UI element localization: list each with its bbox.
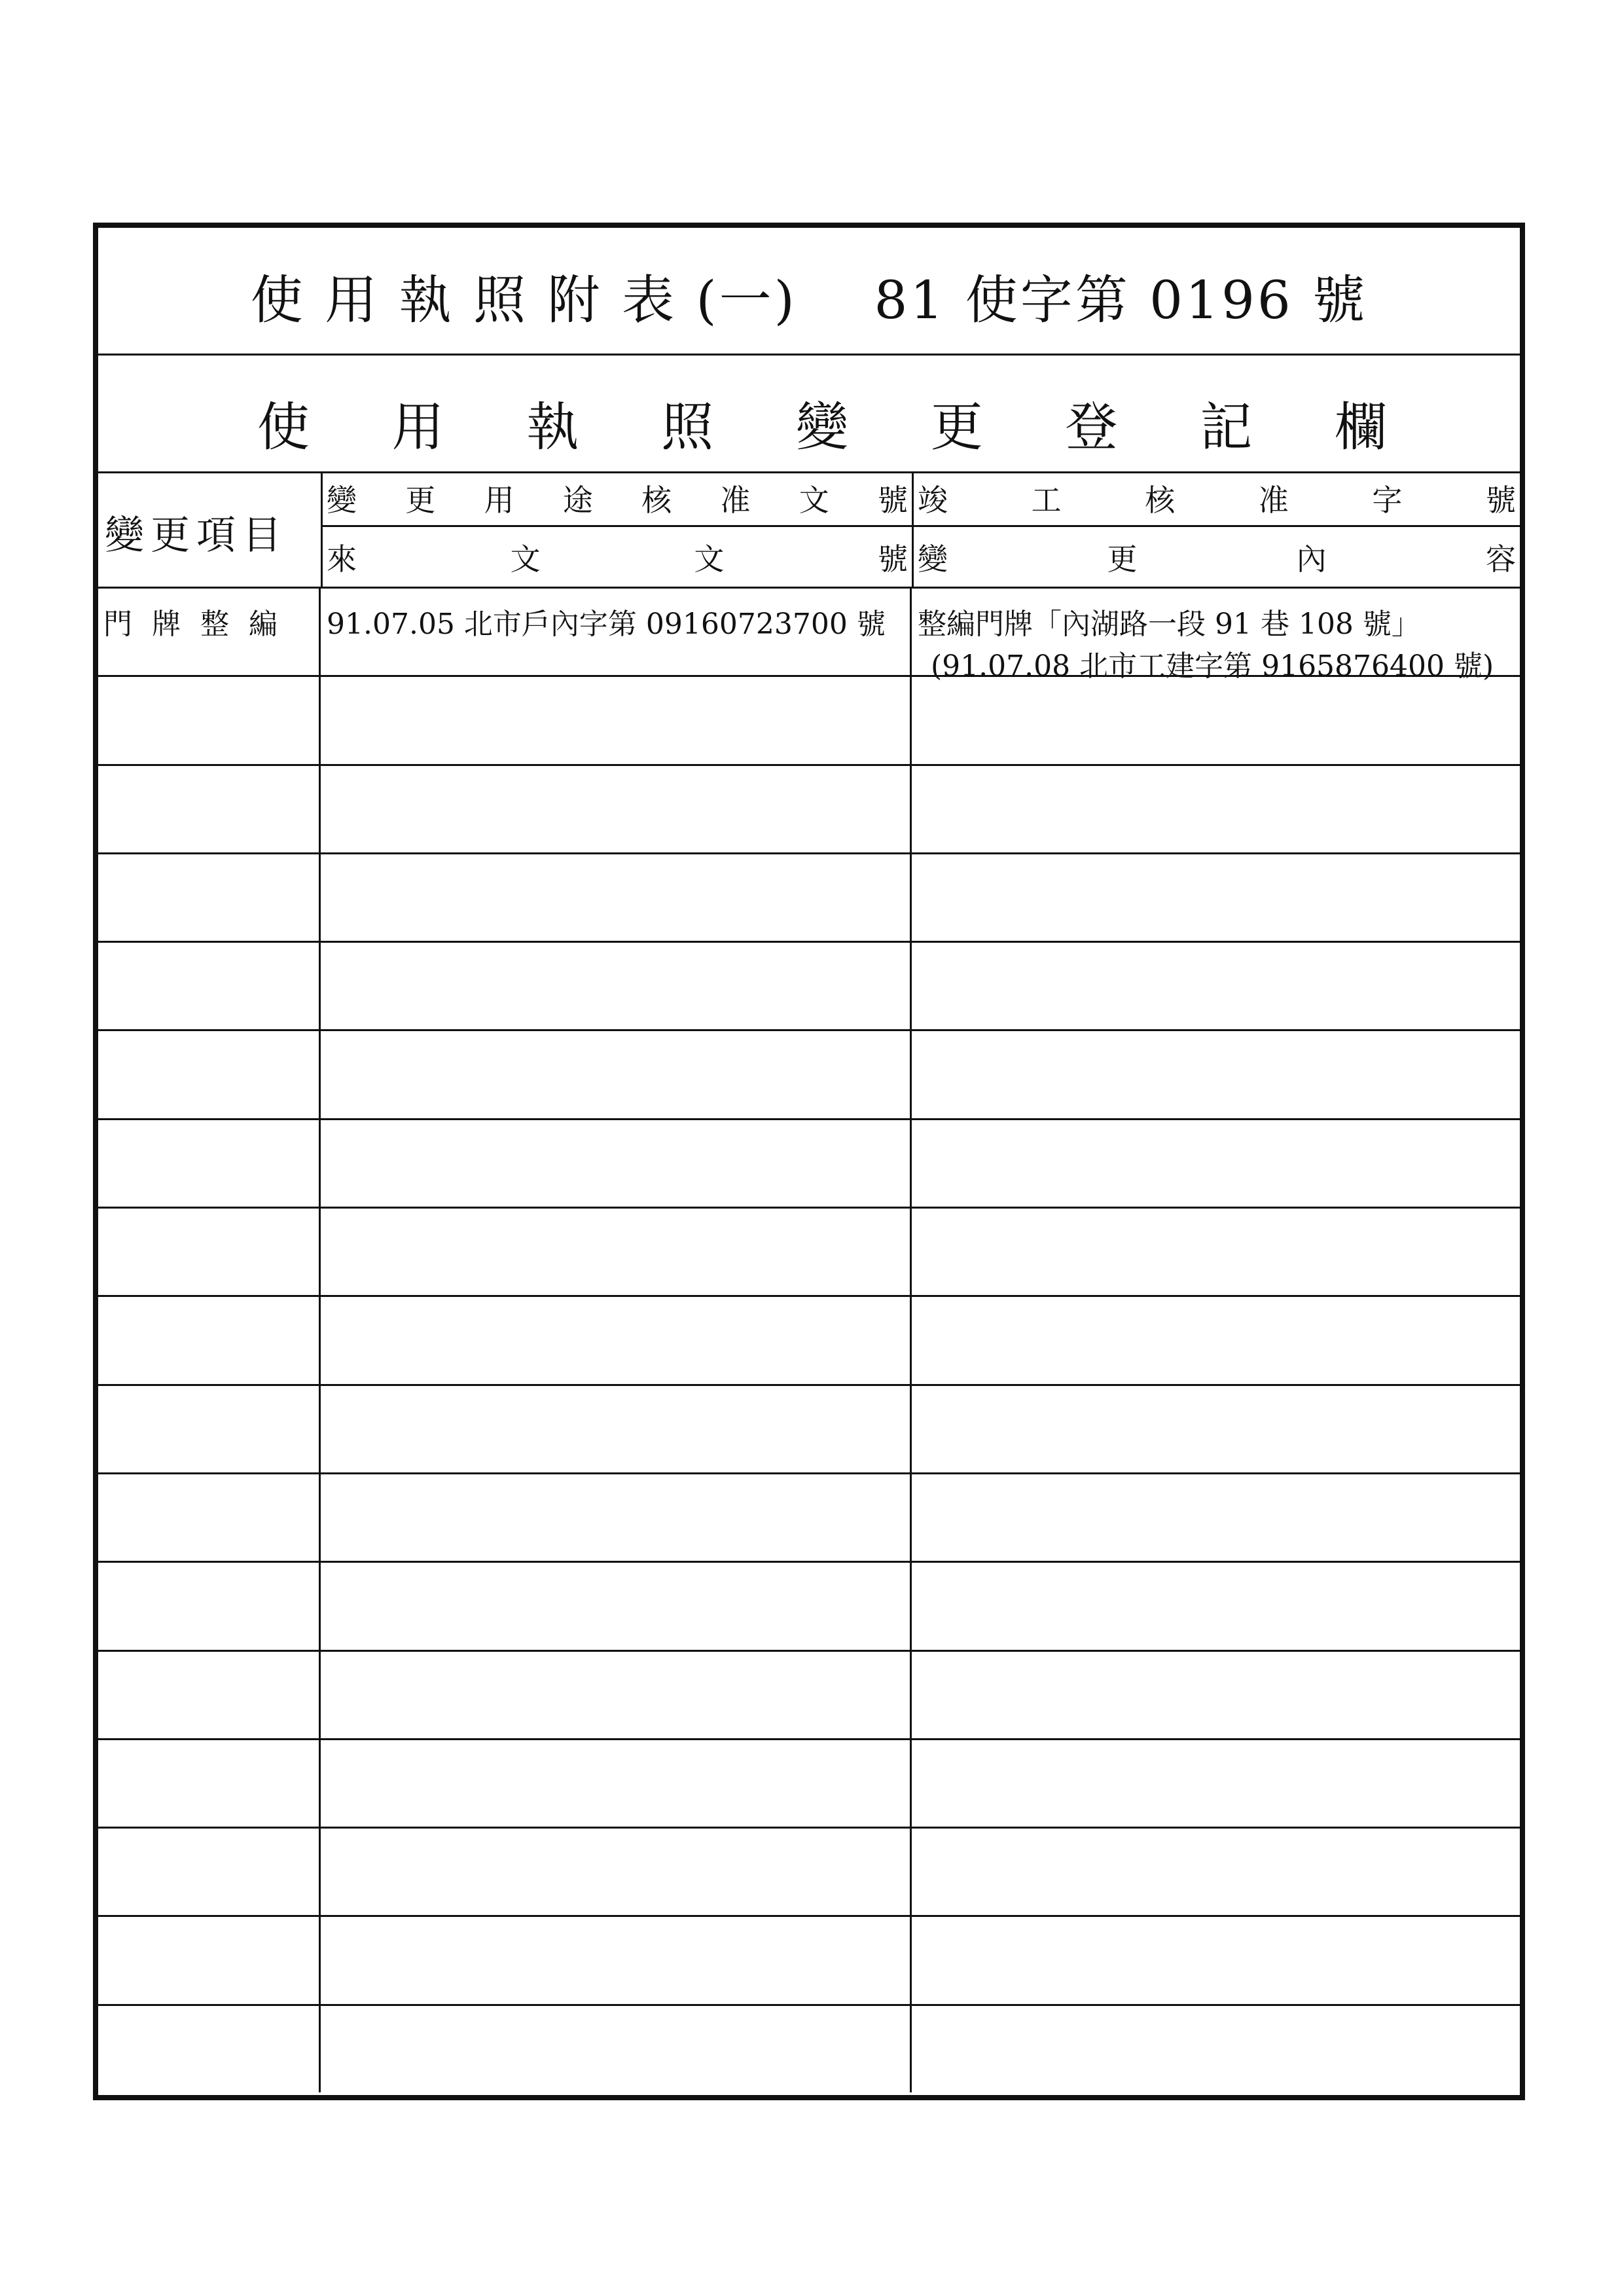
header-char: 核: [1145, 483, 1176, 518]
change-item-cell: [98, 1652, 321, 1738]
header-char: 文: [694, 541, 725, 577]
section-char: 登: [1065, 397, 1118, 458]
document-number-cell: [323, 766, 912, 852]
document-number-cell: [323, 1209, 912, 1295]
table-row: [98, 854, 1520, 943]
change-item-cell: [98, 1563, 321, 1649]
change-content-cell: [914, 1563, 1520, 1649]
form-title: [98, 258, 1520, 333]
table-row: [98, 1209, 1520, 1297]
table-row: [98, 1652, 1520, 1740]
document-number-cell: [323, 589, 912, 675]
change-content-cell: [914, 1120, 1520, 1207]
header-char: 更: [405, 483, 436, 518]
header-char: 變: [918, 541, 948, 577]
section-char: 照: [661, 397, 714, 458]
document-number-cell: [323, 1474, 912, 1561]
document-number-cell: [323, 854, 912, 941]
header-char: 准: [1258, 483, 1289, 518]
change-item-cell: [98, 1386, 321, 1472]
section-char: 用: [391, 397, 444, 458]
section-char: 更: [930, 397, 983, 458]
table-row: [98, 1120, 1520, 1209]
document-number-cell: [323, 1297, 912, 1383]
header-incoming-doc-label: [323, 529, 912, 585]
table-row: [98, 1474, 1520, 1563]
header-char: 工: [1031, 483, 1062, 518]
change-content-cell: [914, 1740, 1520, 1827]
document-number-cell: [323, 2006, 912, 2092]
title-row: [98, 228, 1520, 355]
document-number-cell: [323, 1740, 912, 1827]
header-char: 文: [510, 541, 541, 577]
section-title: [98, 385, 1520, 460]
header-char: 字: [1372, 483, 1403, 518]
header-completion-doc-label: [914, 471, 1520, 527]
header-char: 途: [562, 483, 593, 518]
license-number: 81 使字第 0196 號: [874, 270, 1368, 331]
document-number-cell: [323, 1563, 912, 1649]
header-char: 號: [877, 483, 908, 518]
table-row: [98, 677, 1520, 765]
change-content-cell: [914, 1386, 1520, 1472]
change-content-cell: [914, 1031, 1520, 1118]
header-char: 號: [1485, 483, 1516, 518]
change-content-cell: [914, 766, 1520, 852]
document-number-cell: [323, 1386, 912, 1472]
change-item-cell: [98, 1917, 321, 2003]
header-char: 號: [877, 541, 908, 577]
change-content-cell: [914, 1474, 1520, 1561]
header-item-label: 變更項目: [105, 513, 288, 558]
change-item-cell: [98, 1474, 321, 1561]
change-content-cell: [914, 2006, 1520, 2092]
section-char: 使: [257, 397, 310, 458]
change-item-cell: [98, 1297, 321, 1383]
document-number-cell: [323, 677, 912, 763]
table-row: [98, 1740, 1520, 1829]
table-row: [98, 766, 1520, 854]
change-content-cell: [914, 1917, 1520, 2003]
change-content-cell: [914, 1297, 1520, 1383]
change-item-cell: [98, 854, 321, 941]
section-char: 變: [795, 397, 848, 458]
change-item-cell: [98, 1031, 321, 1118]
section-row: [98, 354, 1520, 473]
document-number-text: 91.07.05 北市戶內字第 09160723700 號: [327, 608, 886, 641]
change-item-cell: [98, 1120, 321, 1207]
change-content-cell: [914, 677, 1520, 763]
table-row: [98, 1829, 1520, 1917]
table-row: [98, 1917, 1520, 2005]
table-row: [98, 943, 1520, 1031]
document-number-cell: [323, 1120, 912, 1207]
change-content-cell: [914, 854, 1520, 941]
header-item-column: [98, 471, 323, 589]
change-item-text: 門牌整編: [103, 608, 297, 641]
header-char: 變: [327, 483, 357, 518]
header-char: 文: [799, 483, 829, 518]
change-content-cell: [914, 1829, 1520, 1915]
title-prefix: 使 用 執 照 附 表 (一): [250, 270, 797, 331]
header-char: 容: [1485, 541, 1516, 577]
document-number-cell: [323, 1652, 912, 1738]
document-number-cell: [323, 1917, 912, 2003]
table-row: [98, 1563, 1520, 1651]
header-approval-doc-label: [323, 471, 912, 527]
change-item-cell: [98, 1829, 321, 1915]
change-content-cell: [914, 1652, 1520, 1738]
header-document-column: [323, 471, 914, 589]
document-number-cell: [323, 1031, 912, 1118]
change-content-cell: [914, 589, 1520, 683]
table-row: [98, 1031, 1520, 1120]
change-content-line1: 整編門牌「內湖路一段 91 巷 108 號」: [918, 608, 1420, 641]
table-row: [98, 589, 1520, 683]
table-row: [98, 2006, 1520, 2092]
header-char: 准: [720, 483, 751, 518]
license-change-form: [93, 223, 1525, 2100]
header-char: 竣: [918, 483, 948, 518]
entry-rows: [98, 589, 1520, 2095]
header-char: 來: [327, 541, 357, 577]
table-row: [98, 1297, 1520, 1385]
change-content-cell: [914, 1209, 1520, 1295]
header-change-content-label: [914, 529, 1520, 585]
header-char: 核: [641, 483, 672, 518]
change-content-cell: [914, 943, 1520, 1029]
section-char: 執: [526, 397, 579, 458]
change-item-cell: [98, 1740, 321, 1827]
section-char: 欄: [1335, 397, 1387, 458]
table-row: [98, 1386, 1520, 1474]
change-item-cell: [98, 677, 321, 763]
header-content-column: [914, 471, 1520, 589]
change-content-line2: (91.07.08 北市工建字第 9165876400 號): [931, 649, 1494, 683]
change-item-cell: [98, 2006, 321, 2092]
document-number-cell: [323, 943, 912, 1029]
change-item-cell: [98, 943, 321, 1029]
document-number-cell: [323, 1829, 912, 1915]
header-char: 用: [484, 483, 514, 518]
change-item-cell: [98, 1209, 321, 1295]
header-char: 更: [1107, 541, 1138, 577]
change-item-cell: [98, 766, 321, 852]
header-char: 內: [1296, 541, 1327, 577]
change-item-cell: [98, 589, 321, 675]
section-char: 記: [1200, 397, 1253, 458]
